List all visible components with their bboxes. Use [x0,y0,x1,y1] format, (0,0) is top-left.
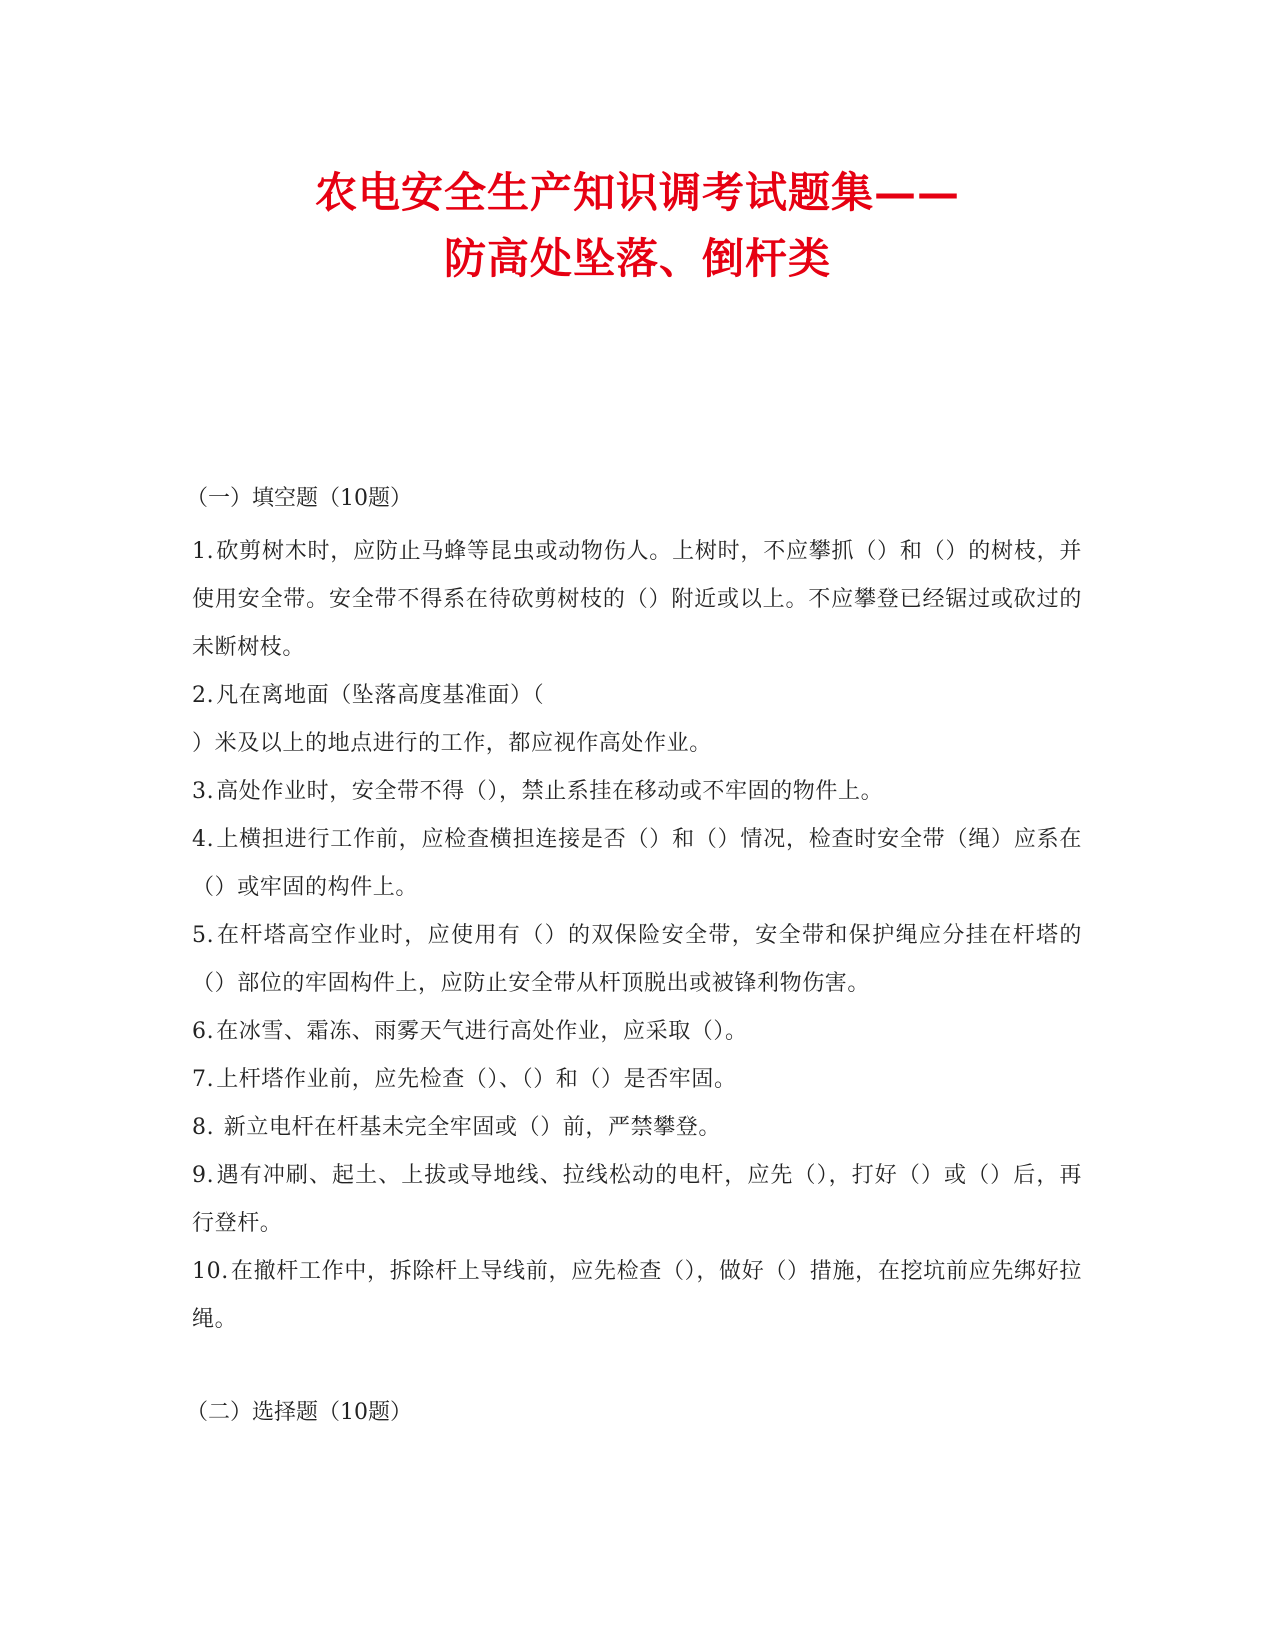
question-number: 8. [192,1115,215,1140]
question-text: 在冰雪、霜冻、雨雾天气进行高处作业，应采取（）。 [216,1019,748,1044]
question-text: 上横担进行工作前，应检查横担连接是否（）和（）情况，检查时安全带（绳）应系在（）或牢固的构件上。 [192,827,1082,900]
title-line-1: 农电安全生产知识调考试题集—— [314,168,960,217]
question-number: 4. [192,827,215,852]
question-number: 6. [192,1019,215,1044]
question-item [192,912,1082,1008]
question-item [192,816,1082,912]
question-text: 砍剪树木时，应防止马蜂等昆虫或动物伤人。上树时，不应攀抓（）和（）的树枝，并使用安全带。安全带不得系在待砍剪树枝的（）附近或以上。不应攀登已经锯过或砍过的未断树枝。 [192,539,1082,660]
title-line-2: 防高处坠落、倒杆类 [443,234,831,283]
question-item [192,528,1082,672]
question-number: 3. [192,779,215,804]
question-number: 5. [192,923,215,948]
question-text: ）米及以上的地点进行的工作，都应视作高处作业。 [192,731,712,756]
question-text: 高处作业时，安全带不得（），禁止系挂在移动或不牢固的物件上。 [216,779,884,804]
question-text: 凡在离地面（坠落高度基准面）（ [216,683,545,708]
question-text: 新立电杆在杆基未完全牢固或（）前，严禁攀登。 [216,1115,721,1140]
question-number: 7. [192,1067,215,1092]
section-spacer [192,1344,1082,1400]
question-number: 10. [192,1259,229,1284]
section-heading-fill-blank: （一）填空题（10题） [186,486,412,511]
question-item [192,1056,1082,1104]
question-item [192,768,1082,816]
question-text: 在杆塔高空作业时，应使用有（）的双保险安全带，安全带和保护绳应分挂在杆塔的（）部位的牢固构件上，应防止安全带从杆顶脱出或被锋利物伤害。 [192,923,1082,996]
question-number: 2. [192,683,215,708]
question-number: 9. [192,1163,215,1188]
document-body [186,486,1082,1426]
question-item [192,1104,1082,1152]
question-number: 1. [192,539,215,564]
question-text: 遇有冲刷、起土、上拔或导地线、拉线松动的电杆，应先（），打好（）或（）后，再行登杆。 [192,1163,1082,1236]
question-list [192,528,1082,1344]
question-item [192,1248,1082,1344]
section-heading-multiple-choice: （二）选择题（10题） [186,1400,412,1425]
question-item [192,1008,1082,1056]
document-title [0,160,1275,292]
question-item [192,1152,1082,1248]
question-text: 在撤杆工作中，拆除杆上导线前，应先检查（），做好（）措施，在挖坑前应先绑好拉绳。 [192,1259,1082,1332]
question-item [192,672,1082,720]
question-item-continuation [192,720,1082,768]
question-text: 上杆塔作业前，应先检查（）、（）和（）是否牢固。 [216,1067,737,1092]
